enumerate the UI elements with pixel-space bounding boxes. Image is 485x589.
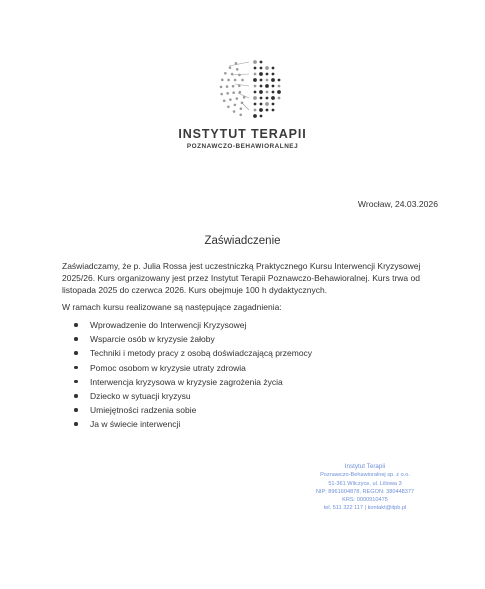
stamp-line: NIP: 8961604878, REGON: 380448377	[315, 488, 415, 495]
logo-dot	[240, 107, 243, 110]
bullet-icon	[74, 408, 78, 412]
paragraph-line: Zaświadczamy, że p. Julia Rossa jest uczestniczką Praktycznego Kursu Interwencji Kryzysowej	[62, 261, 421, 271]
logo-dot	[223, 99, 226, 102]
bullet-icon	[74, 380, 78, 384]
list-item	[62, 332, 422, 346]
bullet-icon	[74, 366, 78, 370]
logo-dot	[233, 110, 236, 113]
list-item	[62, 389, 422, 403]
brain-dots-logo-icon	[215, 52, 287, 124]
stamp-line: Instytut Terapii	[344, 463, 386, 470]
logo-dot	[260, 103, 263, 106]
logo-dot	[277, 90, 281, 94]
logo-dot	[272, 85, 275, 88]
logo-dot	[266, 97, 269, 100]
bullet-icon	[74, 337, 78, 341]
logo-dot	[272, 103, 275, 106]
logo-dot	[236, 68, 239, 71]
topic-text: Pomoc osobom w kryzysie utraty zdrowia	[90, 362, 246, 373]
logo-dot	[272, 109, 275, 112]
logo-dot	[278, 85, 281, 88]
list-item	[62, 318, 422, 332]
logo-dot	[259, 72, 263, 76]
logo-dot	[232, 85, 235, 88]
logo-dot	[278, 97, 281, 100]
list-item	[62, 403, 422, 417]
logo-stroke	[229, 62, 249, 66]
stamp-line: Poznawczo-Behawioralnej sp. z o.o.	[320, 472, 410, 479]
topic-text: Dziecko w sytuacji kryzysu	[90, 391, 191, 402]
logo-dot	[241, 79, 244, 82]
logo-dot	[234, 104, 237, 107]
org-subtitle: POZNAWCZO-BEHAWIORALNEJ	[186, 143, 299, 150]
topic-text: Ja w świecie interwencji	[90, 419, 181, 430]
logo-dot	[226, 92, 229, 95]
org-name: INSTYTUT TERAPII	[178, 127, 307, 141]
logo-dot	[259, 108, 263, 112]
logo-dot	[220, 93, 223, 96]
document-title: Zaświadczenie	[204, 235, 281, 247]
logo-dot	[220, 86, 223, 89]
logo-dot	[272, 73, 275, 76]
logo-dot	[236, 97, 239, 100]
logo-dot	[260, 79, 263, 82]
list-item	[62, 346, 422, 360]
topic-text: Techniki i metody pracy z osobą doświadczającą przemocy	[90, 348, 313, 359]
topic-text: Umiejętności radzenia sobie	[90, 405, 197, 416]
logo-dot	[254, 85, 257, 88]
certificate-paragraph	[62, 260, 442, 297]
logo-dot	[266, 109, 269, 112]
logo-dot	[232, 91, 235, 94]
logo-dot	[272, 91, 275, 94]
logo-dot	[253, 60, 257, 64]
logo-dot	[224, 72, 227, 75]
logo-dot	[265, 84, 269, 88]
stamp-line: tel. 511 322 117 | kontakt@itpb.pl	[323, 505, 407, 512]
logo-dot	[259, 90, 263, 94]
logo-dot	[254, 109, 257, 112]
logo-dot	[272, 67, 275, 70]
logo-dot	[253, 78, 257, 82]
logo-dot	[221, 79, 224, 82]
logo-dot	[254, 103, 257, 106]
logo-dot	[266, 79, 269, 82]
logo-dot	[227, 79, 230, 82]
logo-dot	[234, 79, 237, 82]
place-date: Wrocław, 24.03.2026	[357, 199, 438, 209]
logo-dot	[229, 66, 232, 69]
topic-text: Wprowadzenie do Interwencji Kryzysowej	[90, 320, 247, 330]
topics-list	[62, 318, 422, 432]
logo-dot	[254, 73, 257, 76]
logo-dot	[253, 96, 257, 100]
topic-text: Wsparcie osób w kryzysie żałoby	[90, 334, 215, 345]
bullet-icon	[74, 323, 78, 327]
logo-stroke	[241, 102, 249, 110]
stamp-line: 51-361 Wilczyce, ul. Liliowa 3	[328, 480, 402, 487]
paragraph-line: 2025/26. Kurs organizowany jest przez Instytut Terapii Poznawczo-Behawioralnej. Kurs trwa od	[62, 273, 420, 284]
logo-dot	[265, 102, 269, 106]
company-stamp	[295, 463, 435, 513]
list-item	[62, 417, 422, 431]
logo-dot	[260, 61, 263, 64]
logo-dot	[226, 85, 229, 88]
logo-dot	[266, 91, 269, 94]
logo-dot	[271, 78, 275, 82]
paragraph-line: listopada 2025 do czerwca 2026. Kurs obejmuje 100 h dydaktycznych.	[62, 285, 328, 296]
logo-dot	[266, 73, 269, 76]
logo-dot	[260, 85, 263, 88]
logo-dot	[254, 67, 257, 70]
logo-dot	[229, 98, 232, 101]
logo-dot	[253, 114, 257, 118]
topic-text: Interwencja kryzysowa w kryzysie zagrożenia życia	[90, 376, 283, 387]
topics-intro: W ramach kursu realizowane są następujące zagadnienia:	[62, 302, 282, 312]
logo-dot	[227, 105, 230, 108]
bullet-icon	[74, 351, 78, 355]
logo-dot	[254, 91, 257, 94]
logo-dot	[260, 115, 263, 118]
logo-dot	[271, 96, 275, 100]
logo-dot	[260, 97, 263, 100]
list-item	[62, 375, 422, 389]
bullet-icon	[74, 422, 78, 426]
logo-stroke	[235, 84, 249, 86]
stamp-line: KRS: 0000910475	[342, 497, 388, 504]
bullet-icon	[74, 394, 78, 398]
list-item	[62, 361, 422, 375]
logo-dot	[265, 66, 269, 70]
logo-dot	[239, 113, 242, 116]
logo-dot	[278, 79, 281, 82]
logo-dot	[260, 67, 263, 70]
